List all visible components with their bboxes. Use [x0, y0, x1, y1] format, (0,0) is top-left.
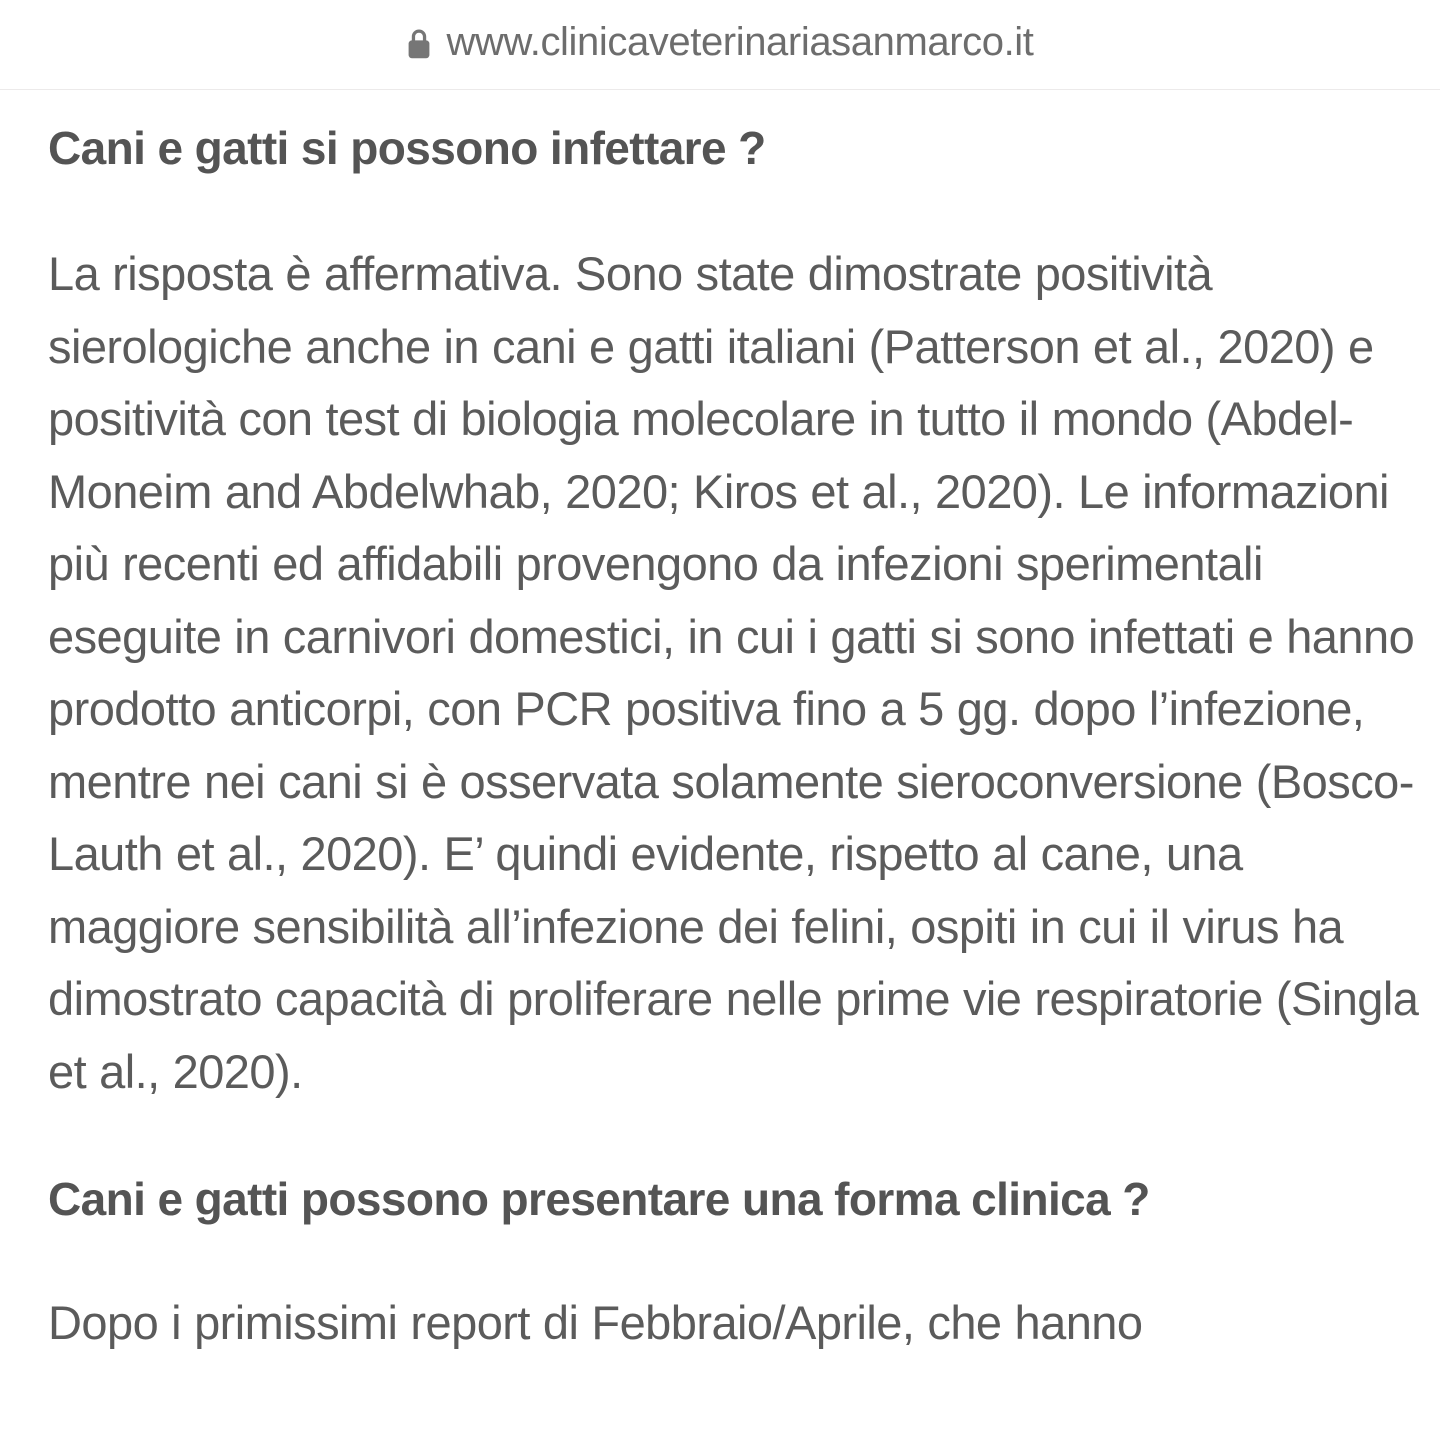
spacer	[48, 1108, 1420, 1163]
article-body	[48, 90, 1420, 1360]
page-content	[0, 90, 1440, 1360]
spacer	[48, 184, 1420, 238]
heading-spacer-top	[48, 90, 1420, 112]
paragraph-infezione: La risposta è affermativa. Sono state dimostrate positività sierologiche anche in cani e gatti italiani (Patterson et al., 2020) e positività con test di biologia molecolare in tutto il mondo (Abdel-Moneim and Abdelwhab, 2020; Kiros et al., 2020). Le informazioni più recenti ed affidabili provengono da infezioni sperimentali eseguite in carnivori domestici, in cui i gatti si sono infettati e hanno prodotto anticorpi, con PCR positiva fino a 5 gg. dopo l’infezione, mentre nei cani si è osservata solamente sieroconversione (Bosco-Lauth et al., 2020). E’ quindi evidente, rispetto al cane, una maggiore sensibilità all’infezione dei felini, ospiti in cui il virus ha dimostrato capacità di proliferare nelle prime vie respiratorie (Singla et al., 2020).	[48, 247, 1419, 1098]
paragraph-forma-clinica: Dopo i primissimi report di Febbraio/Aprile, che hanno	[48, 1296, 1143, 1349]
browser-url-bar[interactable]	[0, 0, 1440, 90]
url-text: www.clinicaveterinariasanmarco.it	[446, 20, 1034, 64]
spacer	[48, 1235, 1420, 1287]
section-heading-forma-clinica: Cani e gatti possono presentare una forma clinica ?	[48, 1173, 1150, 1225]
page-title: Cani e gatti si possono infettare ?	[48, 122, 766, 174]
lock-icon	[406, 28, 432, 60]
